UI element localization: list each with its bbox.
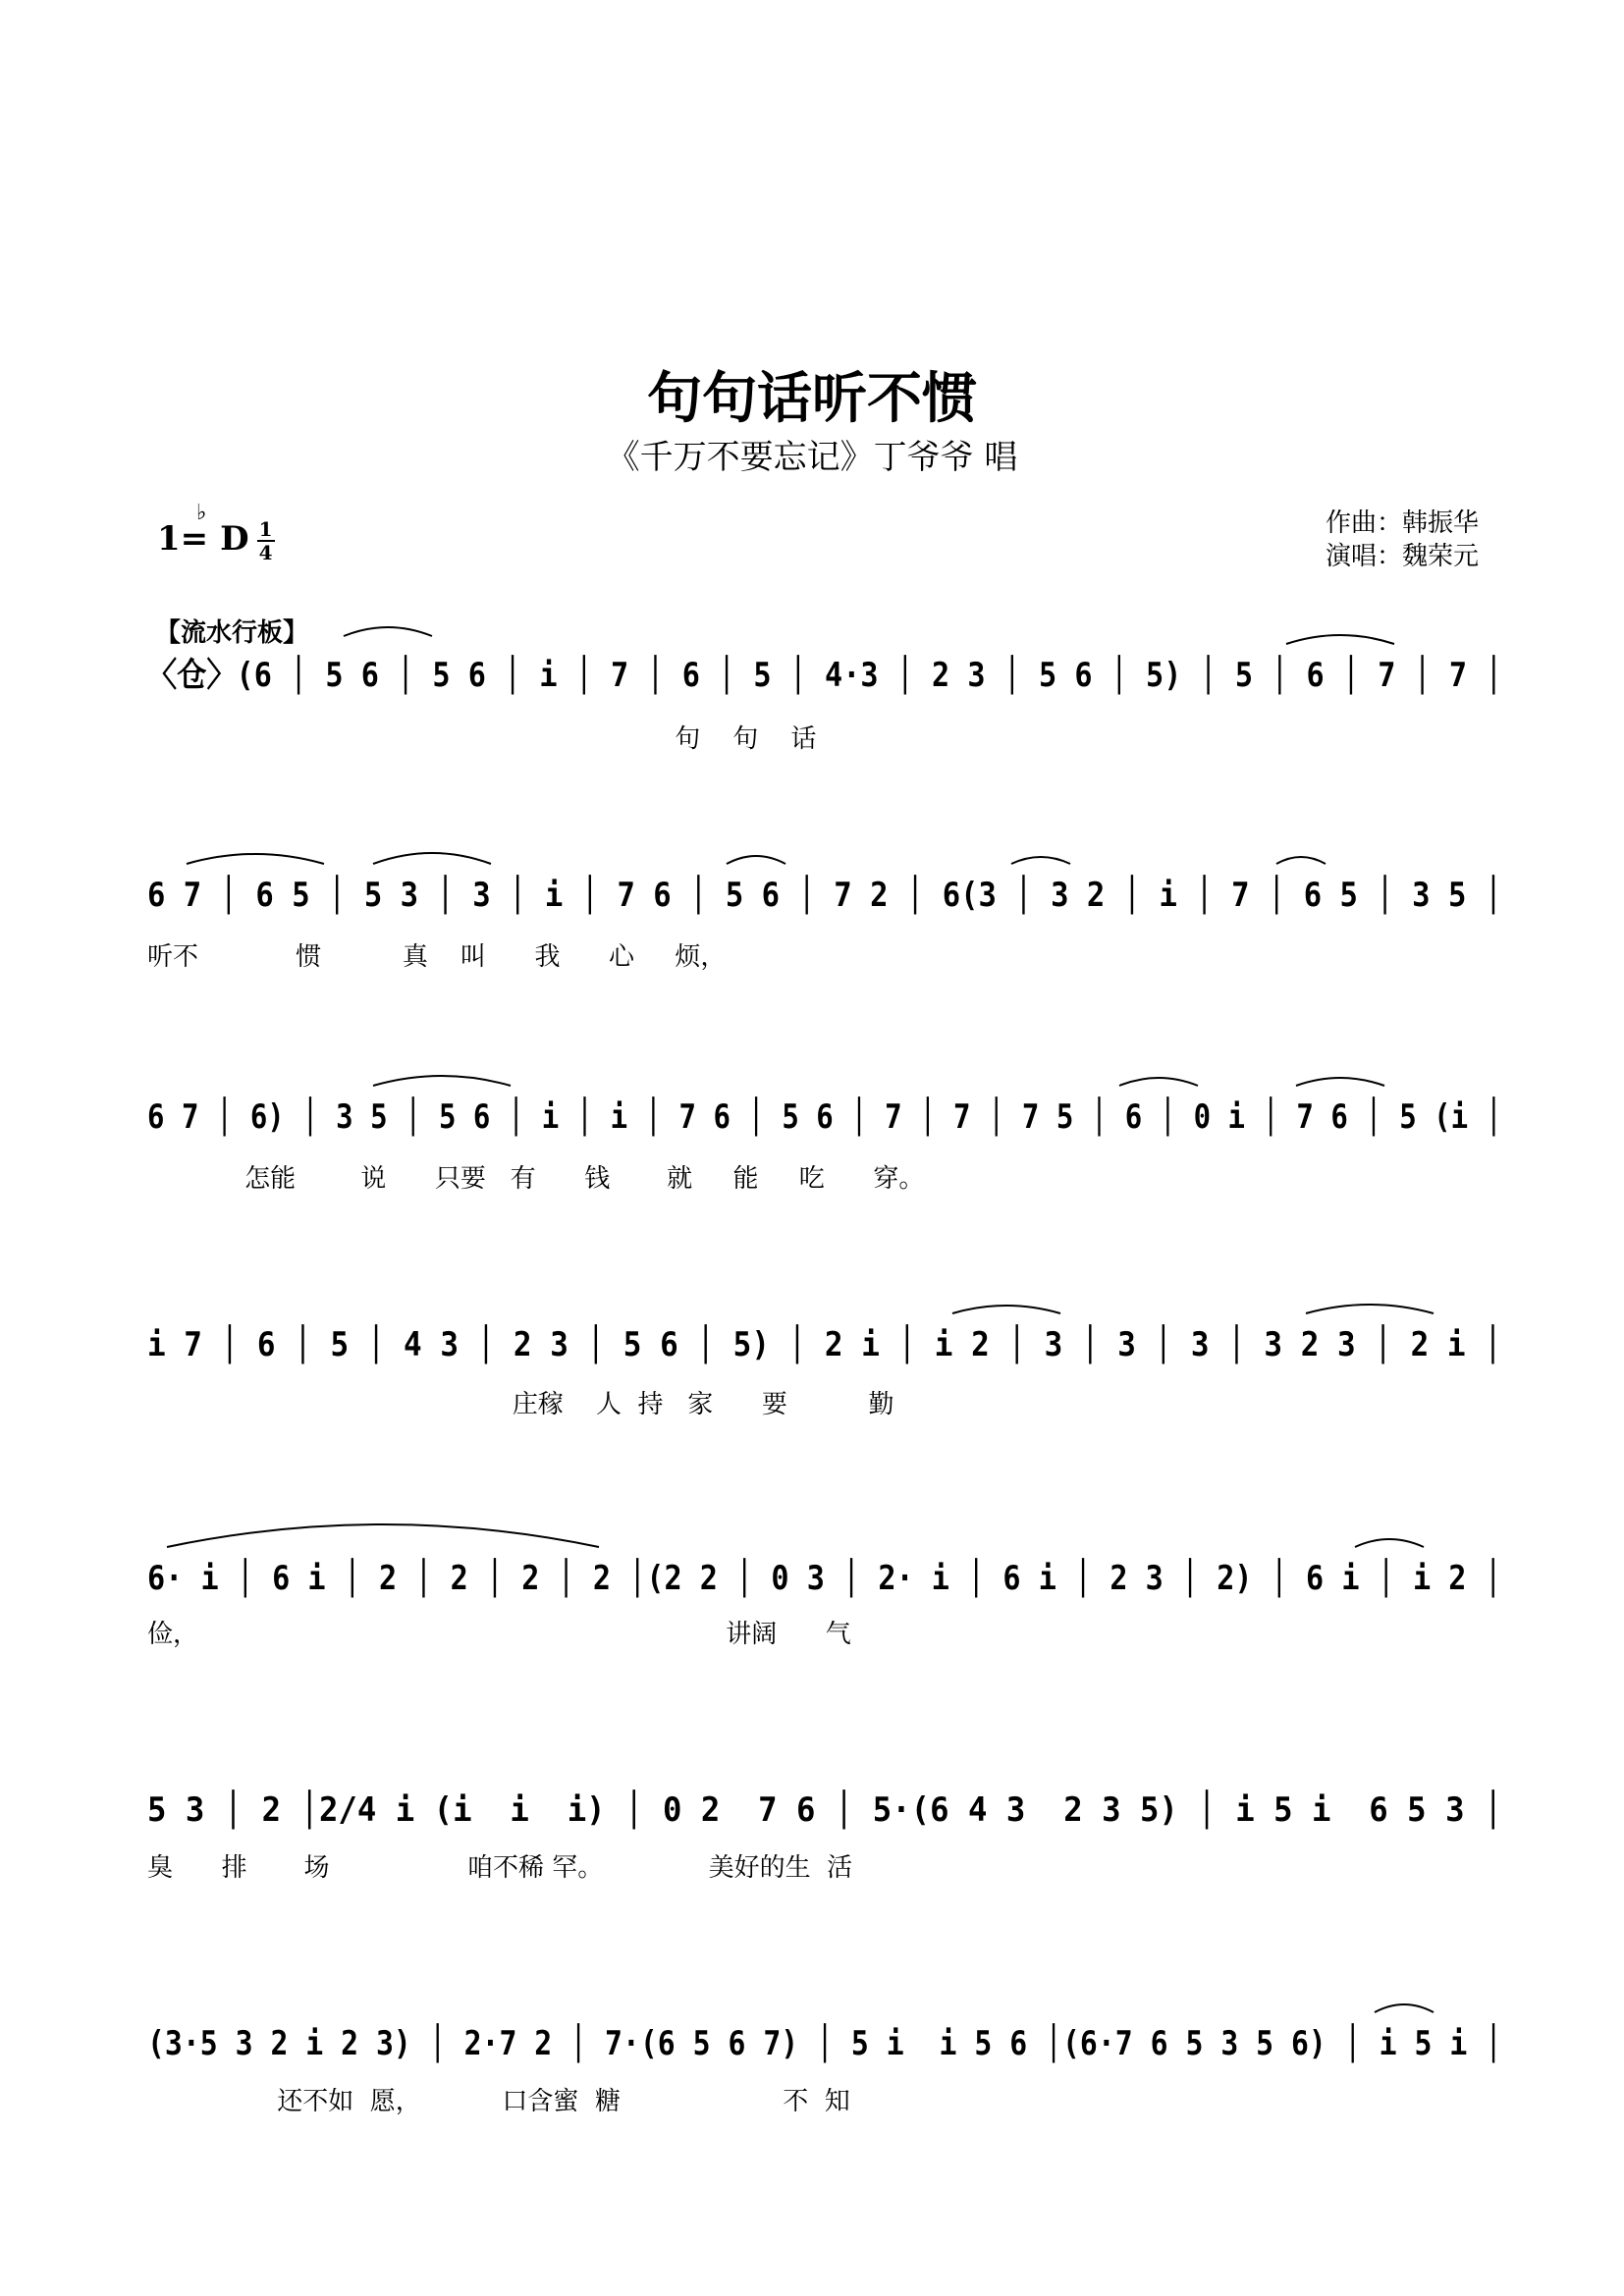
slur-mark (373, 853, 491, 864)
key-prefix: 1= (157, 519, 209, 559)
slur-mark (1276, 857, 1326, 864)
time-numerator: 1 (258, 517, 273, 541)
composer-credit: 作曲：韩振华 (1326, 508, 1480, 538)
slur-mark (1355, 1539, 1424, 1547)
song-subtitle: 《千万不要忘记》丁爷爷 唱 (606, 438, 1018, 477)
notation-line: 6 7 │ 6 5 │ 5 3 │ 3 │ i │ 7 6 │ 5 6 │ 7 2 │ 6(3 │ 3 2 │ i │ 7 │ 6 5 │ 3 5 │ (147, 876, 1503, 915)
singer-credit: 演唱：魏荣元 (1326, 542, 1480, 571)
time-signature (257, 518, 275, 563)
flat-sign: ♭ (196, 501, 207, 525)
lyric-line: 句 句 话 (147, 724, 817, 754)
lyric-line: 俭， 讲阔 气 (147, 1620, 851, 1649)
slur-mark (727, 856, 785, 864)
slur-mark (1119, 1078, 1198, 1086)
slur-mark (1296, 1078, 1384, 1086)
credits (1326, 507, 1479, 573)
slur-mark (373, 1076, 511, 1086)
lyric-line: 还不如 愿， 口含蜜 糖 不 知 (147, 2087, 850, 2116)
lyric-line: 庄稼 人 持 家 要 勤 (147, 1390, 894, 1419)
notation-line: 6· i │ 6 i │ 2 │ 2 │ 2 │ 2 │(2 2 │ 0 3 │ 2· i │ 6 i │ 2 3 │ 2) │ 6 i │ i 2 │ (147, 1559, 1502, 1598)
song-title: 句句话听不惯 (647, 367, 977, 431)
slur-mark (952, 1306, 1060, 1313)
key-signature (157, 501, 275, 564)
lyric-line: 怎能 说 只要 有 钱 就 能 吃 穿。 (147, 1164, 925, 1194)
notation-line: (3·5 3 2 i 2 3) │ 2·7 2 │ 7·(6 5 6 7) │ 5 i i 5 6 │(6·7 6 5 3 5 6) │ i 5 i │ (147, 2024, 1503, 2063)
slur-mark (187, 854, 324, 864)
slur-mark (1286, 635, 1394, 644)
tempo-marking: 【流水行板】 (155, 618, 309, 648)
slur-mark (1011, 857, 1070, 864)
slur-mark (1306, 1305, 1434, 1313)
time-denominator: 4 (258, 541, 273, 564)
notation-line: i 7 │ 6 │ 5 │ 4 3 │ 2 3 │ 5 6 │ 5) │ 2 i │ i 2 │ 3 │ 3 │ 3 │ 3 2 3 │ 2 i │ (147, 1325, 1502, 1364)
notation-line: 6 7 │ 6) │ 3 5 │ 5 6 │ i │ i │ 7 6 │ 5 6 │ 7 │ 7 │ 7 5 │ 6 │ 0 i │ 7 6 │ 5 (i │ (147, 1097, 1503, 1137)
key-letter: D (220, 519, 249, 559)
lyric-line: 臭 排 场 咱不稀 罕。 美好的生 活 (147, 1853, 853, 1883)
slur-mark (1375, 2004, 1434, 2012)
lyric-line: 听不 惯 真 叫 我 心 烦， (147, 942, 727, 972)
slur-mark (344, 627, 432, 636)
notation-line: 〈仓〉(6 │ 5 6 │ 5 6 │ i │ 7 │ 6 │ 5 │ 4·3 │ 2 3 │ 5 6 │ 5) │ 5 │ 6 │ 7 │ 7 │ (147, 656, 1503, 695)
notation-line: 5 3 │ 2 │2/4 i (i i i) │ 0 2 7 6 │ 5·(6 4 3 2 3 5) │ i 5 i 6 5 3 │ (147, 1790, 1503, 1830)
slur-mark (167, 1524, 599, 1547)
